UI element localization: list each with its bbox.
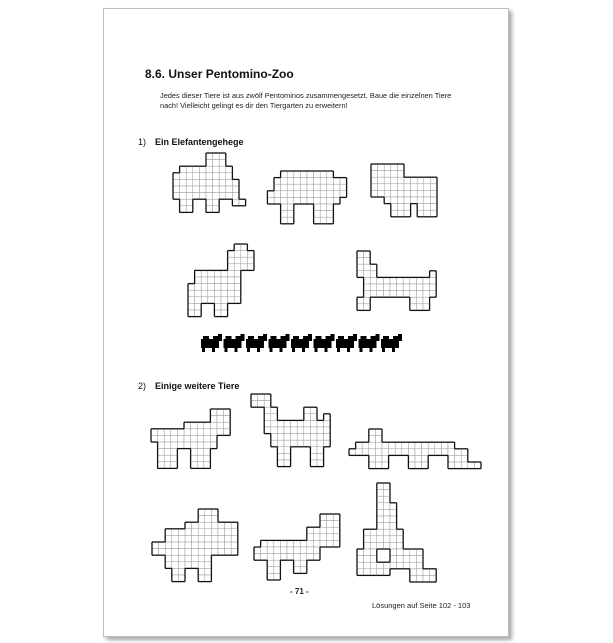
- document-page: [103, 8, 509, 637]
- elephant-silhouette: [398, 334, 402, 341]
- frog-figure: [152, 509, 238, 582]
- elephant-silhouette: [248, 336, 254, 340]
- elephant-silhouette: [392, 348, 395, 352]
- elephant-figure: [267, 171, 346, 224]
- section-label: Einige weitere Tiere: [155, 381, 240, 391]
- elephant-silhouette: [280, 348, 283, 352]
- elephant-silhouette: [371, 336, 376, 340]
- elephant-silhouette: [213, 336, 218, 340]
- section-number: 1): [138, 137, 147, 147]
- solutions-reference: Lösungen auf Seite 102 - 103: [372, 601, 471, 610]
- elephant-silhouette: [314, 339, 332, 348]
- elephant-silhouette: [257, 348, 260, 352]
- elephant-silhouette: [331, 334, 335, 341]
- elephant-silhouette: [247, 348, 250, 352]
- intro-text: Jedes dieser Tiere ist aus zwölf Pentominos zusammengesetzt. Baue die einzelnen Tiere nach! Vielleicht gelingt es dir den Tiergarten zu erweitern!: [160, 91, 452, 110]
- elephant-silhouette: [348, 336, 353, 340]
- elephant-silhouette: [292, 348, 295, 352]
- page-number: - 71 -: [290, 587, 309, 596]
- elephant-silhouette: [203, 336, 209, 340]
- elephant-silhouette: [303, 336, 308, 340]
- elephant-silhouette: [202, 348, 205, 352]
- elephant-silhouette: [316, 336, 322, 340]
- elephant-silhouette: [293, 336, 299, 340]
- section-label: Ein Elefantengehege: [155, 137, 244, 147]
- elephant-silhouette: [376, 334, 380, 341]
- elephant-silhouette: [393, 336, 398, 340]
- elephant-silhouette: [336, 339, 354, 348]
- elephant-silhouette: [218, 334, 222, 341]
- elephant-silhouette: [225, 348, 228, 352]
- elephant-silhouette: [269, 339, 287, 348]
- elephant-silhouette: [281, 336, 286, 340]
- elephant-silhouette: [325, 348, 328, 352]
- giraffe-figure: [188, 244, 254, 317]
- dog-figure: [254, 514, 340, 580]
- crocodile-figure: [349, 429, 481, 469]
- elephant-silhouette: [226, 336, 232, 340]
- elephant-silhouette: [326, 336, 331, 340]
- elephant-figure: [173, 153, 246, 212]
- elephant-silhouette: [246, 339, 264, 348]
- elephant-silhouette: [235, 348, 238, 352]
- horse-figure: [357, 251, 436, 310]
- elephant-silhouette: [353, 334, 357, 341]
- dog-figure: [151, 409, 230, 468]
- page-title: 8.6. Unser Pentomino-Zoo: [145, 67, 294, 81]
- elephant-silhouette: [270, 348, 273, 352]
- elephant-silhouette: [201, 339, 219, 348]
- section-number: 2): [138, 381, 147, 391]
- elephant-silhouette: [370, 348, 373, 352]
- elephant-silhouette: [241, 334, 245, 341]
- dinosaur-figure: [357, 483, 436, 582]
- elephant-silhouette: [347, 348, 350, 352]
- elephant-silhouette: [236, 336, 241, 340]
- elephant-silhouette: [286, 334, 290, 341]
- elephant-silhouette: [224, 339, 242, 348]
- elephant-silhouette-row: [201, 334, 402, 352]
- elephant-silhouette: [383, 336, 389, 340]
- elephant-figure: [371, 164, 437, 217]
- elephant-silhouette: [258, 336, 263, 340]
- elephant-silhouette: [359, 339, 377, 348]
- elephant-silhouette: [291, 339, 309, 348]
- elephant-silhouette: [338, 336, 344, 340]
- elephant-silhouette: [271, 336, 277, 340]
- elephant-silhouette: [361, 336, 367, 340]
- elephant-silhouette: [360, 348, 363, 352]
- elephant-silhouette: [337, 348, 340, 352]
- elephant-silhouette: [302, 348, 305, 352]
- elephant-silhouette: [382, 348, 385, 352]
- elephant-silhouette: [381, 339, 399, 348]
- pentomino-figures: [104, 9, 508, 636]
- elephant-silhouette: [212, 348, 215, 352]
- elephant-silhouette: [308, 334, 312, 341]
- camel-figure: [251, 394, 330, 467]
- elephant-silhouette: [315, 348, 318, 352]
- elephant-silhouette: [263, 334, 267, 341]
